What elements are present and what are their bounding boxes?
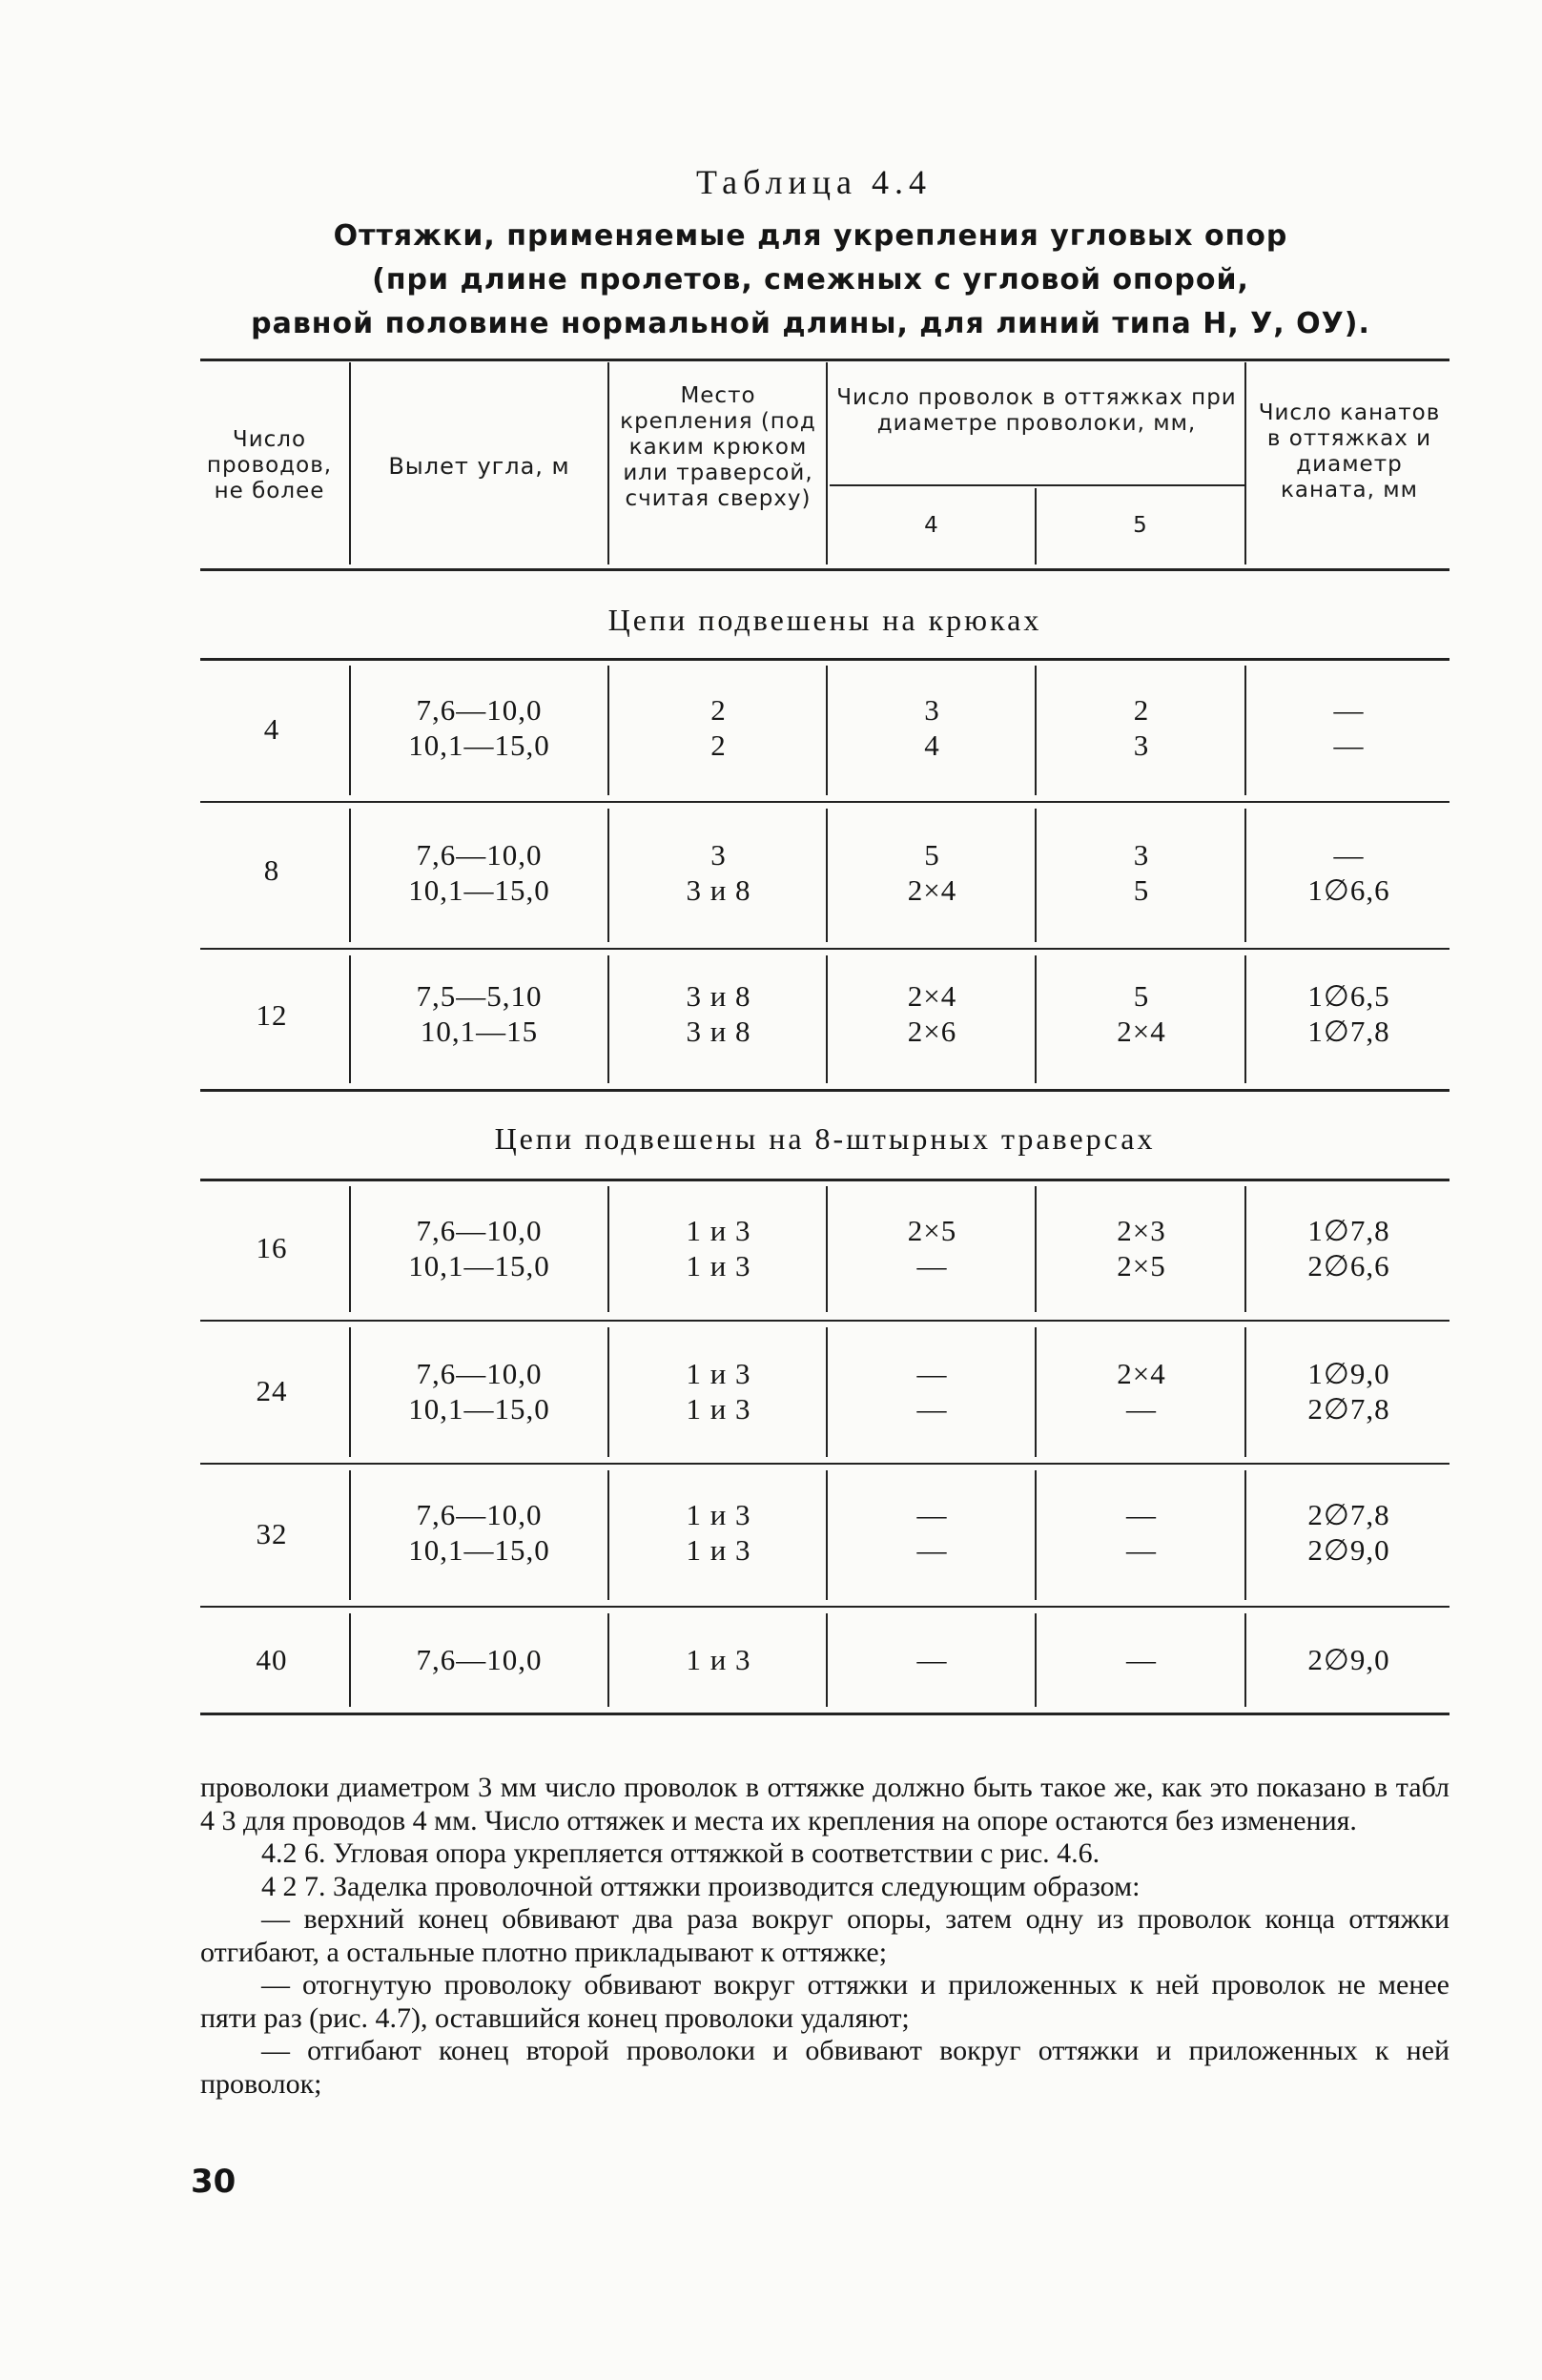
cell-span: 7,6—10,0 10,1—15,0 [408,693,550,762]
cell-d5: — — [1126,1498,1157,1567]
header-strands-group: Число проволок в оттяжках при диаметре проволоки, мм, [836,385,1237,436]
cell-cables: — — [1333,693,1365,762]
column-divider [607,666,609,795]
section-top-rule [200,658,1449,661]
cell-wires: 24 [256,1374,288,1407]
table-title-line: равной половине нормальной длины, для линий типа Н, У, ОУ). [251,307,1370,340]
column-divider [1035,1186,1037,1312]
header-cables: Число канатов в оттяжках и диаметр каната, мм [1258,400,1441,503]
column-divider [1244,809,1246,942]
cell-mount: 1 и 3 1 и 3 [686,1214,751,1282]
cell-d4: 5 2×4 [907,838,957,907]
column-divider [826,1327,828,1457]
header-diameter-5: 5 [1133,513,1148,538]
cell-span: 7,6—10,0 10,1—15,0 [408,838,550,907]
table-bottom-rule [200,1713,1449,1715]
column-divider [349,809,351,942]
column-divider [349,362,351,564]
column-divider [607,1470,609,1600]
column-divider [349,666,351,795]
column-divider [607,809,609,942]
column-divider [1035,1613,1037,1707]
cell-cables: 1∅9,0 2∅7,8 [1307,1357,1390,1426]
header-mount: Место крепления (под каким крюком или траверсой, считая сверху) [620,383,816,511]
header-subgroup-rule [830,484,1244,486]
column-divider [349,1327,351,1457]
column-divider [826,362,828,564]
cell-d5: 2 3 [1133,693,1150,762]
cell-wires: 40 [256,1643,288,1676]
cell-d5: 3 5 [1133,838,1150,907]
cell-d5: 5 2×4 [1117,979,1166,1048]
header-diameter-4: 4 [924,513,939,538]
paragraph: — верхний конец обвивают два раза вокруг опоры, затем одну из проволок конца оттяжки отгибают, а остальные плотно прикладывают к оттяжке; [200,1903,1449,1968]
table-title [200,215,1421,346]
column-divider [1244,1470,1246,1600]
column-divider [607,1613,609,1707]
cell-mount: 3 и 8 3 и 8 [686,979,751,1048]
column-divider [1244,1613,1246,1707]
cell-d4: 2×4 2×6 [907,979,957,1048]
cell-wires: 32 [256,1517,288,1550]
column-divider [1244,362,1246,564]
cell-d5: 2×4 — [1117,1357,1166,1426]
cell-d4: — — [916,1498,948,1567]
column-divider [1244,1327,1246,1457]
header-bottom-rule [200,568,1449,571]
cell-d5: — [1126,1643,1157,1676]
cell-mount: 1 и 3 1 и 3 [686,1498,751,1567]
column-divider [607,1327,609,1457]
cell-d4: 2×5 — [907,1214,957,1282]
cell-cables: 2∅9,0 [1307,1643,1390,1676]
page-number: 30 [191,2163,236,2201]
column-divider [1035,1470,1037,1600]
cell-cables: — 1∅6,6 [1307,838,1390,907]
cell-cables: 2∅7,8 2∅9,0 [1307,1498,1390,1567]
paragraph: — отогнутую проволоку обвивают вокруг оттяжки и приложенных к ней проволок не менее пяти раз (рис. 4.7), оставшийся конец проволоки удаляют; [200,1969,1449,2034]
cell-span: 7,6—10,0 10,1—15,0 [408,1357,550,1426]
column-divider [1244,1186,1246,1312]
cell-cables: 1∅6,5 1∅7,8 [1307,979,1390,1048]
paragraph: проволоки диаметром 3 мм число проволок в оттяжке должно быть такое же, как это показано в табл 4 3 для проводов 4 мм. Число оттяжек и места их крепления на опоре остаются без изменения. [200,1772,1449,1836]
cell-mount: 1 и 3 1 и 3 [686,1357,751,1426]
cell-d4: 3 4 [924,693,940,762]
row-rule [200,948,1449,950]
column-divider [607,1186,609,1312]
column-divider [826,809,828,942]
column-divider [1035,955,1037,1083]
paragraph: 4 2 7. Заделка проволочной оттяжки производится следующим образом: [261,1870,1141,1902]
column-divider [1244,666,1246,795]
column-divider [1244,955,1246,1083]
cell-mount: 2 2 [710,693,727,762]
row-rule [200,1463,1449,1465]
table-top-rule [200,359,1449,361]
cell-cables: 1∅7,8 2∅6,6 [1307,1214,1390,1282]
row-rule [200,1320,1449,1322]
section-bottom-rule [200,1089,1449,1092]
column-divider [1035,809,1037,942]
cell-span: 7,5—5,10 10,1—15 [416,979,543,1048]
header-span: Вылет угла, м [388,453,570,480]
column-divider [349,1470,351,1600]
cell-wires: 8 [263,853,280,887]
table-caption: Таблица 4.4 [696,163,932,201]
cell-span: 7,6—10,0 10,1—15,0 [408,1498,550,1567]
column-divider [349,1186,351,1312]
section-top-rule [200,1179,1449,1181]
body-text [200,1772,1449,2101]
section-title: Цепи подвешены на крюках [607,603,1042,637]
row-rule [200,1606,1449,1608]
cell-d5: 2×3 2×5 [1117,1214,1166,1282]
column-divider [607,955,609,1083]
column-divider [1035,666,1037,795]
column-divider [1035,488,1037,564]
header-wires: Число проводов, не более [206,427,333,503]
column-divider [826,1470,828,1600]
column-divider [826,666,828,795]
column-divider [349,1613,351,1707]
cell-wires: 4 [263,712,280,746]
cell-wires: 12 [256,998,288,1032]
paragraph: — отгибают конец второй проволоки и обвивают вокруг оттяжки и приложенных к ней проволок; [200,2035,1449,2100]
cell-span: 7,6—10,0 [416,1643,543,1676]
column-divider [826,955,828,1083]
cell-span: 7,6—10,0 10,1—15,0 [408,1214,550,1282]
cell-mount: 1 и 3 [686,1643,751,1676]
cell-wires: 16 [256,1231,288,1264]
column-divider [826,1613,828,1707]
cell-d4: — [916,1643,948,1676]
cell-mount: 3 3 и 8 [686,838,751,907]
column-divider [1035,1327,1037,1457]
section-title: Цепи подвешены на 8-штырных траверсах [494,1121,1156,1156]
column-divider [607,362,609,564]
table-title-line: Оттяжки, применяемые для укрепления угловых опор [333,219,1288,253]
column-divider [826,1186,828,1312]
cell-d4: — — [916,1357,948,1426]
row-rule [200,801,1449,803]
paragraph: 4.2 6. Угловая опора укрепляется оттяжкой в соответствии с рис. 4.6. [261,1837,1100,1869]
table-title-line: (при длине пролетов, смежных с угловой опорой, [372,263,1249,297]
column-divider [349,955,351,1083]
